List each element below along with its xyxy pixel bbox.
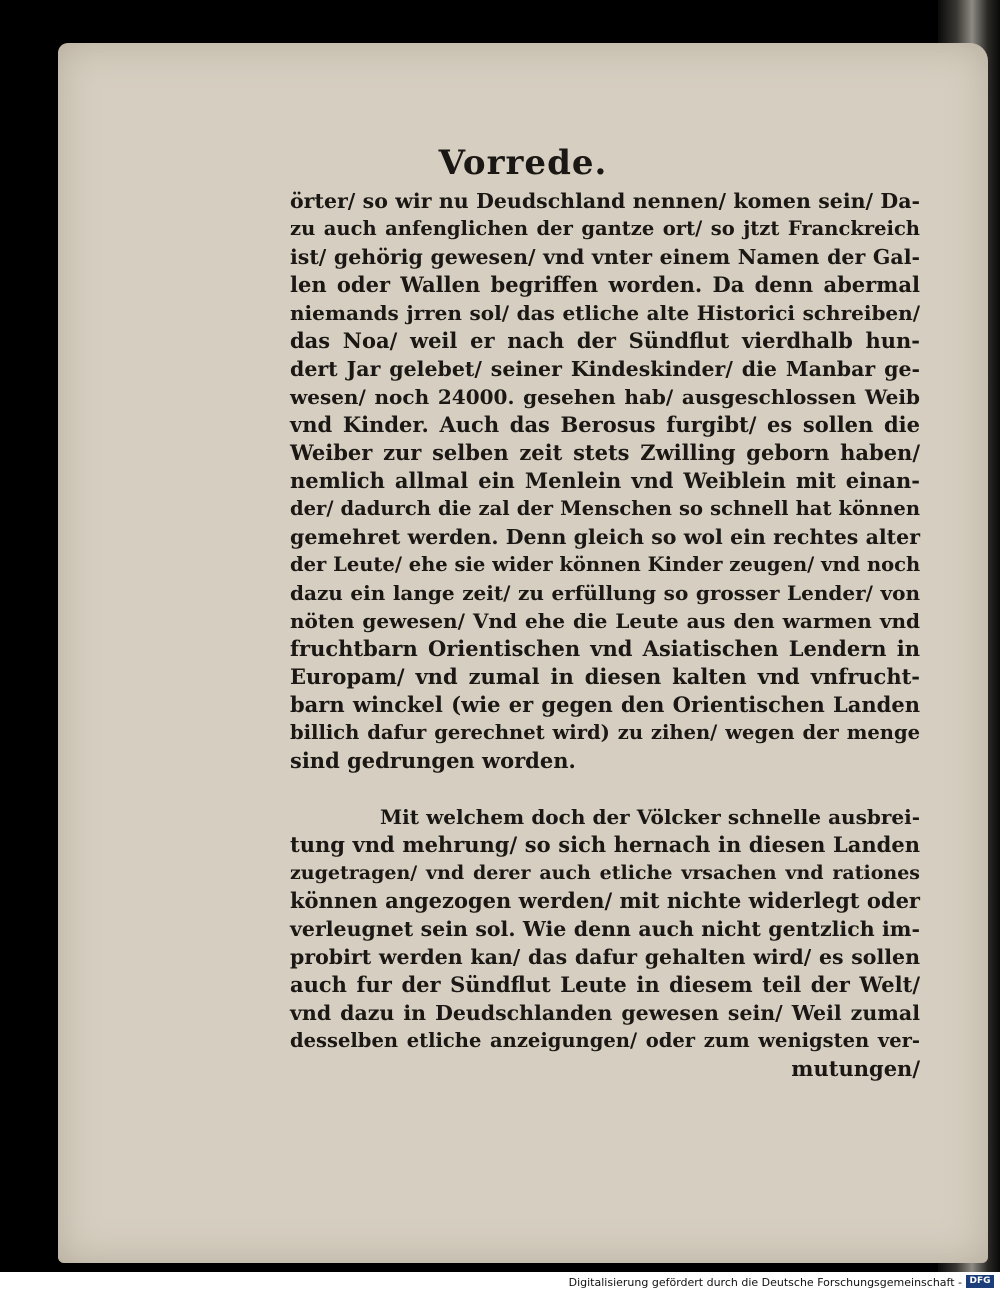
text-line: nemlich allmal ein Menlein vnd Weiblein mit einan- bbox=[290, 468, 920, 493]
text-line: gemehret werden. Denn gleich so wol ein rechtes alter bbox=[290, 525, 920, 549]
text-line: können angezogen werden/ mit nichte widerlegt oder bbox=[290, 888, 920, 913]
footer-bar bbox=[0, 1272, 1000, 1290]
text-line: das Noa/ weil er nach der Sündflut vierdhalb hun- bbox=[290, 328, 920, 353]
text-line: tung vnd mehrung/ so sich hernach in diesen Landen bbox=[290, 832, 920, 857]
text-line: vnd dazu in Deudschlanden gewesen sein/ Weil zumal bbox=[290, 1001, 920, 1025]
text-line: nöten gewesen/ Vnd ehe die Leute aus den warmen vnd bbox=[290, 609, 920, 633]
text-line: fruchtbarn Orientischen vnd Asiatischen Lendern in bbox=[290, 636, 920, 661]
text-line: verleugnet sein sol. Wie denn auch nicht gentzlich im- bbox=[290, 917, 920, 941]
page-header: Vorrede. bbox=[438, 143, 608, 183]
text-line: dert Jar gelebet/ seiner Kindeskinder/ die Manbar ge- bbox=[290, 357, 920, 381]
text-line: der/ dadurch die zal der Menschen so schnell hat können bbox=[290, 497, 920, 520]
book-page bbox=[58, 43, 988, 1263]
text-line: Europam/ vnd zumal in diesen kalten vnd vnfrucht- bbox=[290, 664, 920, 689]
text-line: ist/ gehörig gewesen/ vnd vnter einem Namen der Gal- bbox=[290, 245, 920, 269]
text-line: Mit welchem doch der Völcker schnelle ausbrei- bbox=[380, 805, 920, 829]
text-line: Weiber zur selben zeit stets Zwilling geborn haben/ bbox=[290, 440, 920, 465]
text-line: wesen/ noch 24000. gesehen hab/ ausgeschlossen Weib bbox=[290, 385, 920, 409]
text-line: len oder Wallen begriffen worden. Da denn abermal bbox=[290, 272, 920, 297]
text-line: billich dafur gerechnet wird) zu zihen/ wegen der menge bbox=[290, 721, 920, 744]
text-line: dazu ein lange zeit/ zu erfüllung so grosser Lender/ von bbox=[290, 581, 920, 605]
dfg-logo: DFG bbox=[966, 1275, 994, 1288]
text-line: zu auch anfenglichen der gantze ort/ so jtzt Franckreich bbox=[290, 217, 920, 240]
text-line: auch fur der Sündflut Leute in diesem teil der Welt/ bbox=[290, 972, 920, 997]
text-line: sind gedrungen worden. bbox=[290, 748, 576, 773]
text-line: vnd Kinder. Auch das Berosus furgibt/ es sollen die bbox=[290, 412, 920, 437]
text-line: desselben etliche anzeigungen/ oder zum wenigsten ver- bbox=[290, 1029, 920, 1052]
text-line: probirt werden kan/ das dafur gehalten wird/ es sollen bbox=[290, 945, 920, 969]
text-line: der Leute/ ehe sie wider können Kinder zeugen/ vnd noch bbox=[290, 553, 921, 576]
text-line: örter/ so wir nu Deudschland nennen/ komen sein/ Da- bbox=[290, 189, 920, 213]
dfg-credit: Digitalisierung gefördert durch die Deutsche Forschungsgemeinschaft - bbox=[568, 1276, 962, 1289]
text-line: niemands jrren sol/ das etliche alte Historici schreiben/ bbox=[290, 301, 920, 325]
text-line: zugetragen/ vnd derer auch etliche vrsachen vnd rationes bbox=[290, 862, 920, 884]
catchword: mutungen/ bbox=[791, 1056, 920, 1081]
text-line: barn winckel (wie er gegen den Orientischen Landen bbox=[290, 692, 920, 717]
